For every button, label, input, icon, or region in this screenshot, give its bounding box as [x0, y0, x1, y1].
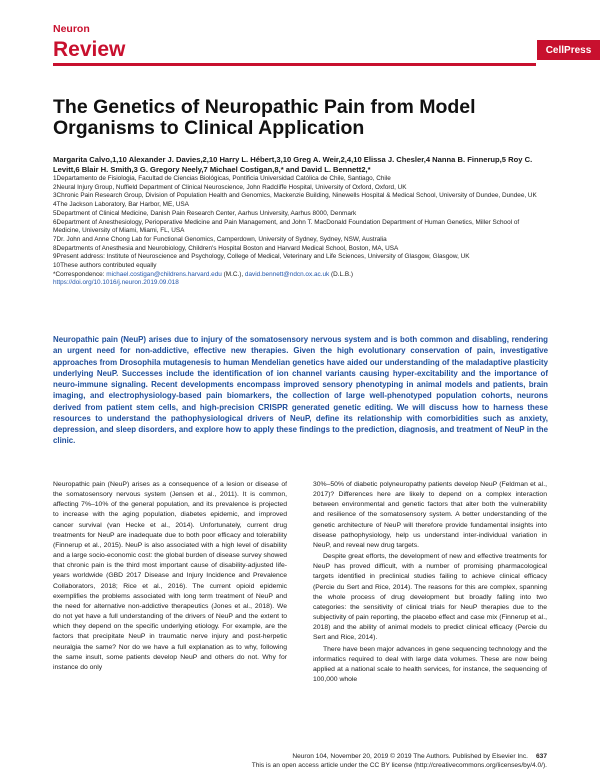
affiliation-5: 5Department of Clinical Medicine, Danish Pain Research Center, Aarhus University, Aarhus 8000, Denmark	[53, 209, 357, 217]
affiliation-10: 10These authors contributed equally	[53, 262, 157, 270]
page-footer	[252, 752, 547, 770]
affiliation-9: 9Present address: Institute of Neuroscience and Psychology, College of Medical, Veterinary and Life Sciences, University of Glasgow, Glasgow, UK	[53, 253, 470, 261]
abstract: Neuropathic pain (NeuP) arises due to injury of the somatosensory nervous system and is both common and disabling, rendering an urgent need for non-addictive, effective new therapies. Given the high evolutionary conservation of pain, investigative approaches from Drosophila mutagenesis to human Mendelian genetics have aided our understanding of the maladaptive plasticity underlying NeuP. Successes include the identification of ion channel variants causing hyper-excitability and the importance of neuro-immune signaling. Recent developments encompass improved sensory phenotyping in animal models and patients, brain imaging, and electrophysiology-based pain biomarkers, the collection of large well-phenotyped population cohorts, neurons derived from patient stem cells, and high-precision CRISPR generated genetic editing. We will discuss how to harness these resources to understand the pathophysiological drivers of NeuP, define its relationship with comorbidities such as anxiety, depression, and sleep disorders, and explore how to apply these findings to the prediction, diagnosis, and treatment of NeuP in the clinic.	[53, 335, 548, 446]
affiliation-8: 8Departments of Anesthesia and Neurobiology, Children's Hospital Boston and Harvard Medical School, Boston, MA, USA	[53, 244, 399, 252]
section-label: Review	[53, 38, 126, 61]
correspondence-label: *Correspondence:	[53, 270, 107, 278]
affiliations	[53, 175, 548, 288]
body-column-left	[53, 480, 287, 673]
email-link-costigan[interactable]: michael.costigan@childrens.harvard.edu	[106, 270, 222, 278]
affiliation-2: 2Neural Injury Group, Nuffield Department of Clinical Neuroscience, John Radcliffe Hospital, University of Oxford, Oxford, UK	[53, 183, 407, 191]
body-column-right	[313, 480, 547, 685]
affiliation-6: 6Department of Anesthesiology, Perioperative Medicine and Pain Management, and John T. MacDonald Foundation Department of Human Genetics, Miller School of Medicine, University of Miami, Miami, FL, USA	[53, 218, 520, 235]
journal-name: Neuron	[53, 23, 90, 35]
author-list: Margarita Calvo,1,10 Alexander J. Davies,2,10 Harry L. Hébert,3,10 Greg A. Weir,2,4,10 Elissa J. Chesler,4 Nanna B. Finnerup,5 Roy C. Levitt,6 Blair H. Smith,3 G. Gregory Neely,7 Michael Costigan,8,* and David L. Bennett2,*	[53, 155, 533, 175]
email1-suffix: (M.C.),	[221, 270, 245, 278]
license-line: This is an open access article under the CC BY license (http://creativecommons.org/licenses/by/4.0/).	[251, 762, 547, 769]
body-paragraph: There have been major advances in gene sequencing technology and the informatics required to deal with large data volumes. These are now being applied at a national scale to health services, for instance, the sequencing of 100,000 whole	[313, 645, 547, 683]
page-number: 637	[535, 753, 547, 760]
header-rule	[53, 63, 536, 66]
citation-line: Neuron 104, November 20, 2019 © 2019 The Authors. Published by Elsevier Inc.	[292, 753, 528, 760]
affiliation-3: 3Chronic Pain Research Group, Division of Population Health and Genomics, Mackenzie Building, Ninewells Hospital & Medical School, University of Dundee, Dundee, UK	[53, 192, 537, 200]
body-paragraph: Neuropathic pain (NeuP) arises as a consequence of a lesion or disease of the somatosensory nervous system (Jensen et al., 2011). It is common, affecting 7%–10% of the general population, and its prevalence is projected to increase with the aging population, diabetes epidemic, and improved cancer survival (van Hecke et al., 2014). Unfortunately, current drug treatments for NeuP are inadequate due to both poor efficacy and tolerability (Finnerup et al., 2015). NeuP is also associated with a high level of disability and a large socio-economic cost: the global burden of disease survey showed that chronic pain is the third most important cause of disability-adjusted life-years worldwide (GBD 2017 Disease and Injury Incidence and Prevalence Collaborators, 2018; Rice et al., 2016). The current opioid epidemic exemplifies the problems associated with long term treatment of NeuP and the need for alternative non-addictive therapeutics (Jones et al., 2018). We do not yet have a full understanding of the drivers of NeuP and the extent to which they depend on the specific underlying etiology. For example, are the factors that precipitate NeuP in traumatic nerve injury and post-herpetic neuralgia the same? Nor do we have a full explanation as to why, following the same insult, some patients develop NeuP and others do not. Why for instance do only	[53, 481, 287, 671]
affiliation-4: 4The Jackson Laboratory, Bar Harbor, ME, USA	[53, 201, 189, 209]
publisher-badge: CellPress	[537, 40, 600, 60]
email2-suffix: (D.L.B.)	[329, 270, 354, 278]
body-paragraph: 30%–50% of diabetic polyneuropathy patients develop NeuP (Feldman et al., 2017)? Differences here are likely to depend on a complex interaction between environmental and genetic factors that alter both the vulnerability and resilience of the somatosensory system. A better understanding of the genetic architecture of NeuP will therefore provide fundamental insights into disease pathophysiology, help us understand inter-individual variation in NeuP, and reveal new drug targets.	[313, 481, 547, 549]
correspondence	[53, 271, 548, 280]
affiliation-7: 7Dr. John and Anne Chong Lab for Functional Genomics, Camperdown, University of Sydney, Sydney, NSW, Australia	[53, 235, 387, 243]
article-title: The Genetics of Neuropathic Pain from Model Organisms to Clinical Application	[53, 96, 476, 139]
affiliation-1: 1Departamento de Fisiologia, Facultad de Ciencias Biológicas, Pontificia Universidad Católica de Chile, Santiago, Chile	[53, 175, 391, 182]
email-link-bennett[interactable]: david.bennett@ndcn.ox.ac.uk	[244, 270, 330, 278]
body-paragraph: Despite great efforts, the development of new and effective treatments for NeuP has proved difficult, with a number of promising pharmacological targets identified in preclinical studies failing to achieve clinical efficacy (Percie du Sert and Rice, 2014). The reasons for this are complex, spanning the whole process of drug development but broadly falling into two categories: the sensitivity of clinical trials for NeuP therapies due to the subjectivity of pain reporting, the placebo effect and case mix (Finnerup et al., 2018) and the ability of animal models to predict clinical efficacy (Percie du Sert and Rice, 2014).	[313, 553, 547, 642]
doi-link[interactable]: https://doi.org/10.1016/j.neuron.2019.09.018	[53, 279, 179, 287]
